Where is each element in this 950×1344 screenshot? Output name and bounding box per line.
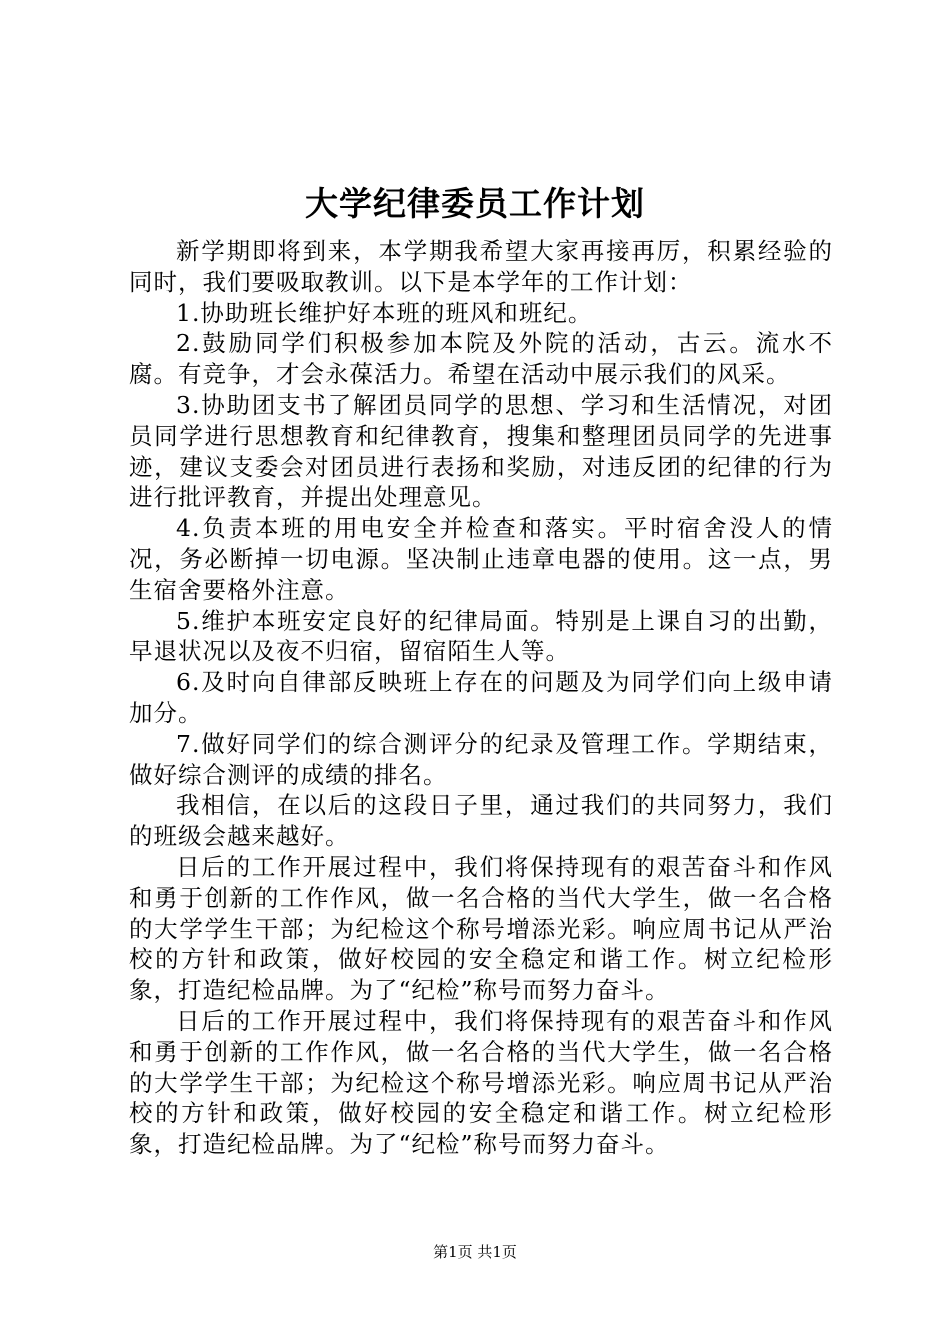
page-footer: 第1页 共1页	[433, 1243, 517, 1261]
paragraph-item-2: 2.鼓励同学们积极参加本院及外院的活动，古云。流水不腐。有竞争，才会永葆活力。希望在活动中展示我们的风采。	[129, 329, 833, 389]
document-title: 大学纪律委员工作计划	[305, 184, 645, 223]
paragraph-item-3: 3.协助团支书了解团员同学的思想、学习和生活情况，对团员同学进行思想教育和纪律教育，搜集和整理团员同学的先进事迹，建议支委会对团员进行表扬和奖励，对违反团的纪律的行为进行批评教育，并提出处理意见。	[129, 390, 833, 512]
paragraph-item-4: 4.负责本班的用电安全并检查和落实。平时宿舍没人的情况，务必断掉一切电源。坚决制止违章电器的使用。这一点，男生宿舍要格外注意。	[129, 514, 833, 604]
paragraph-closing-2: 日后的工作开展过程中，我们将保持现有的艰苦奋斗和作风和勇于创新的工作作风，做一名合格的当代大学生，做一名合格的大学学生干部；为纪检这个称号增添光彩。响应周书记从严治校的方针和政策，做好校园的安全稳定和谐工作。树立纪检形象，打造纪检品牌。为了“纪检”称号而努力奋斗。	[129, 1006, 833, 1159]
paragraph-belief: 我相信，在以后的这段日子里，通过我们的共同努力，我们的班级会越来越好。	[129, 791, 833, 851]
paragraph-item-6: 6.及时向自律部反映班上存在的问题及为同学们向上级申请加分。	[129, 668, 833, 727]
document-body	[129, 236, 833, 1160]
paragraph-intro: 新学期即将到来，本学期我希望大家再接再厉，积累经验的同时，我们要吸取教训。以下是本学年的工作计划：	[129, 237, 833, 296]
paragraph-item-7: 7.做好同学们的综合测评分的纪录及管理工作。学期结束，做好综合测评的成绩的排名。	[129, 729, 833, 789]
paragraph-closing-1: 日后的工作开展过程中，我们将保持现有的艰苦奋斗和作风和勇于创新的工作作风，做一名合格的当代大学生，做一名合格的大学学生干部；为纪检这个称号增添光彩。响应周书记从严治校的方针和政策，做好校园的安全稳定和谐工作。树立纪检形象，打造纪检品牌。为了“纪检”称号而努力奋斗。	[129, 852, 833, 1005]
paragraph-item-1: 1.协助班长维护好本班的班风和班纪。	[176, 298, 593, 327]
paragraph-item-5: 5.维护本班安定良好的纪律局面。特别是上课自习的出勤，早退状况以及夜不归宿，留宿陌生人等。	[129, 606, 833, 666]
